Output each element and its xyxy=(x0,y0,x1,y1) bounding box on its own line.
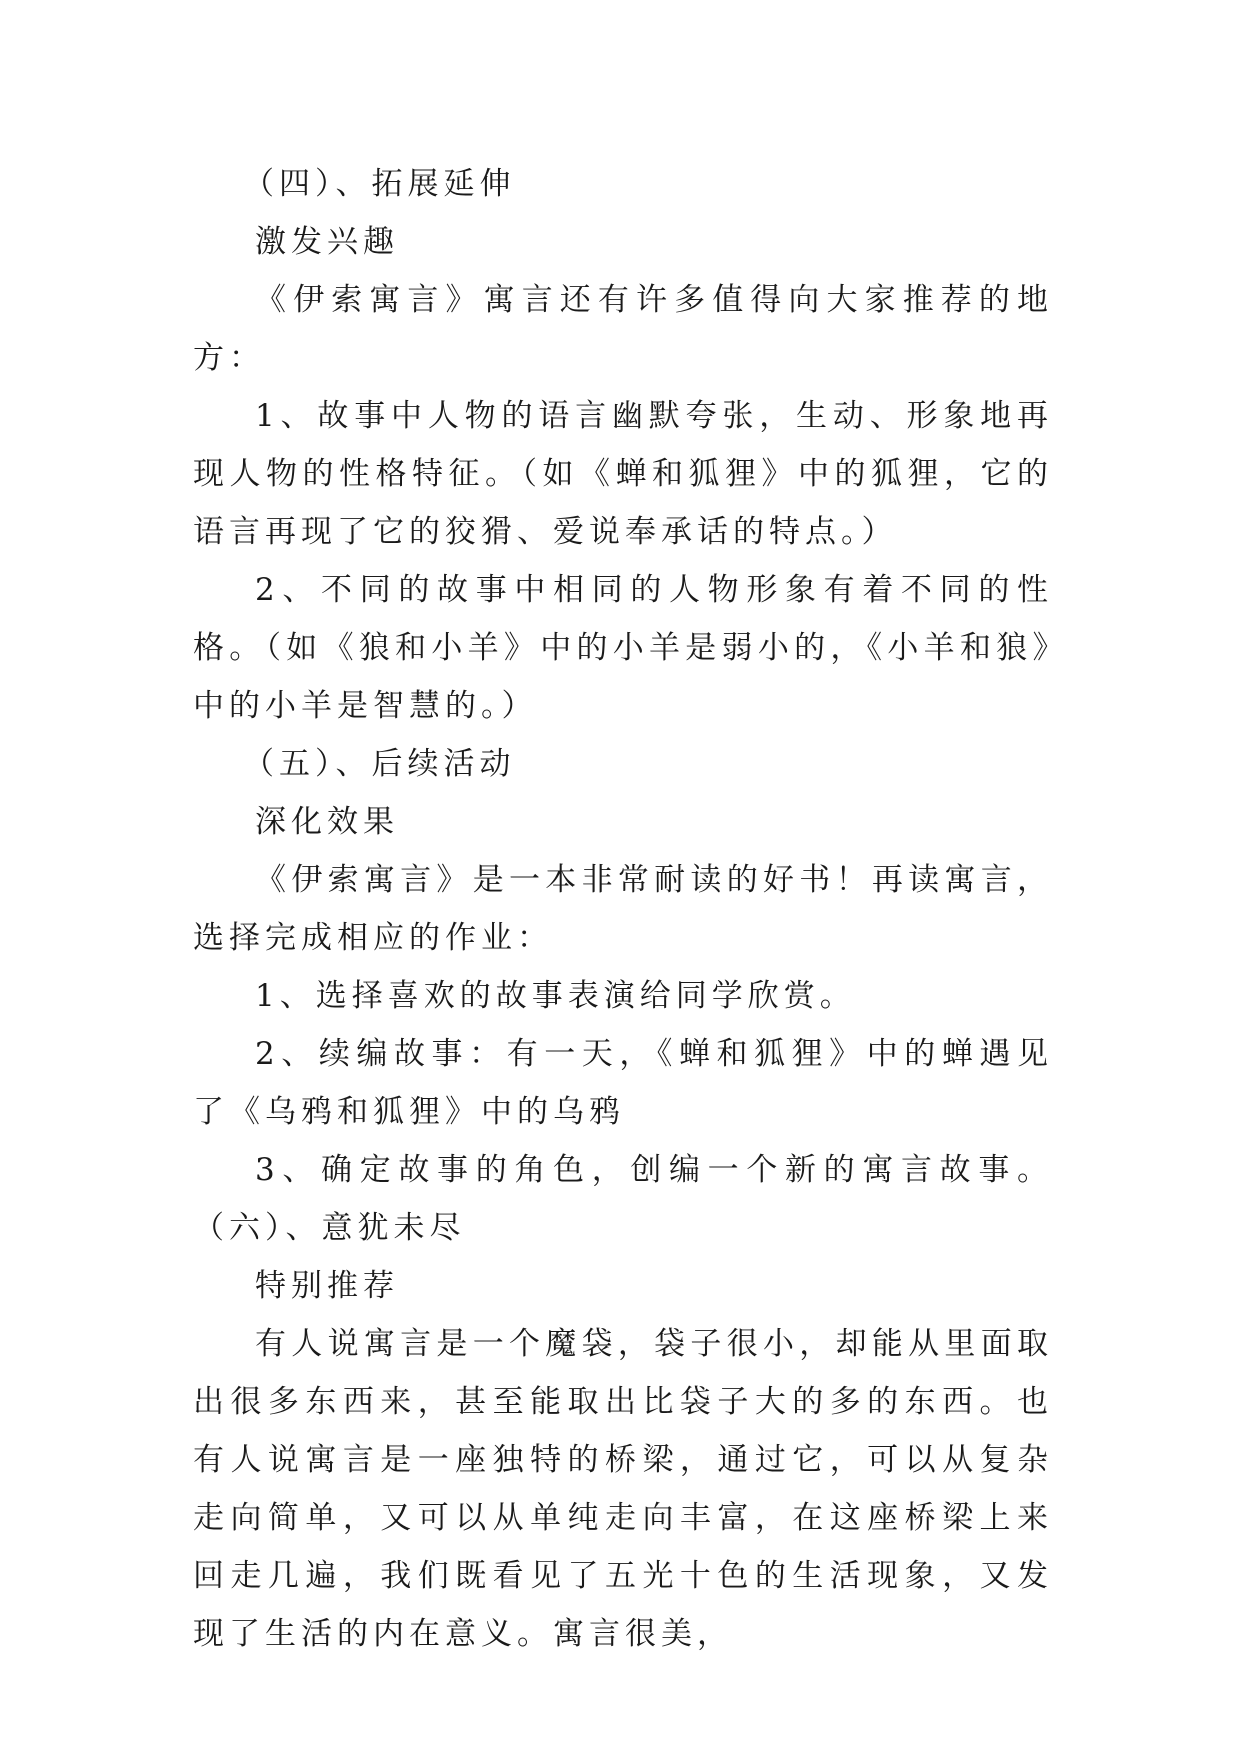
paragraph-task-2: 2、续编故事：有一天，《蝉和狐狸》中的蝉遇见了《乌鸦和狐狸》中的乌鸦 xyxy=(193,1036,1053,1130)
document-body xyxy=(193,155,1053,1663)
paragraph-subtitle-special: 特别推荐 xyxy=(255,1268,399,1304)
paragraph-intro-recommend: 《伊索寓言》寓言还有许多值得向大家推荐的地方： xyxy=(193,282,1053,376)
paragraph-point-2: 2、不同的故事中相同的人物形象有着不同的性格。（如《狼和小羊》中的小羊是弱小的，《小羊和狼》中的小羊是智慧的。） xyxy=(193,572,1053,724)
paragraph-task-3: 3、确定故事的角色，创编一个新的寓言故事。（六）、意犹未尽 xyxy=(193,1152,1053,1246)
section-heading-followup: （五）、后续活动 xyxy=(243,746,516,782)
paragraph-point-1: 1、故事中人物的语言幽默夸张，生动、形象地再现人物的性格特征。（如《蝉和狐狸》中的狐狸，它的语言再现了它的狡猾、爱说奉承话的特点。） xyxy=(193,398,1053,550)
section-heading-extension: （四）、拓展延伸 xyxy=(243,166,516,202)
paragraph-closing: 有人说寓言是一个魔袋，袋子很小，却能从里面取出很多东西来，甚至能取出比袋子大的多的东西。也有人说寓言是一座独特的桥梁，通过它，可以从复杂走向简单，又可以从单纯走向丰富，在这座桥梁上来回走几遍，我们既看见了五光十色的生活现象，又发现了生活的内在意义。寓言很美， xyxy=(193,1326,1053,1652)
paragraph-intro-homework: 《伊索寓言》是一本非常耐读的好书！再读寓言，选择完成相应的作业： xyxy=(193,862,1053,956)
paragraph-subtitle-interest: 激发兴趣 xyxy=(255,224,399,260)
paragraph-task-1: 1、选择喜欢的故事表演给同学欣赏。 xyxy=(255,978,856,1014)
paragraph-subtitle-deepen: 深化效果 xyxy=(255,804,399,840)
